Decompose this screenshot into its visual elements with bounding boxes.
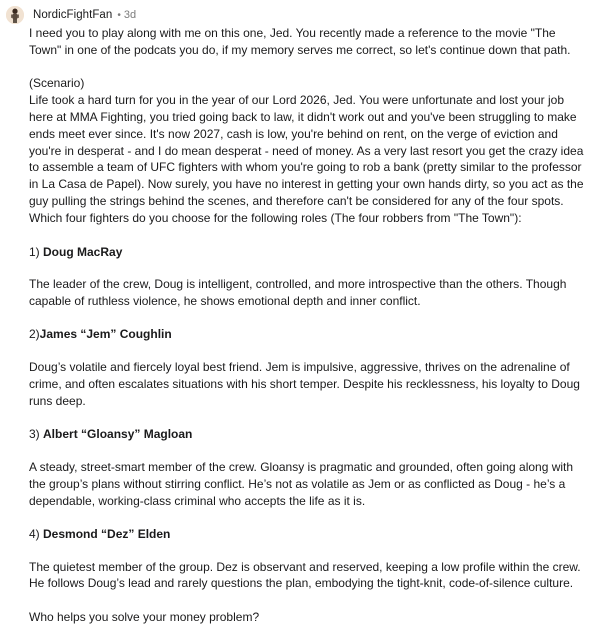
role-number: 3) xyxy=(29,427,44,442)
timestamp[interactable]: 3d xyxy=(123,9,137,21)
role-description-4: The quietest member of the group. Dez is observant and reserved, keeping a low profile within the crew. He follows Doug’s lead and rarely questions the plan, embodying the tight-knit, code-of-silence culture. xyxy=(29,559,581,591)
avatar[interactable] xyxy=(6,6,24,24)
comment-header xyxy=(6,6,136,24)
scenario-label: (Scenario) xyxy=(29,76,85,91)
role-name: Doug MacRay xyxy=(43,244,123,259)
role-number: 2) xyxy=(29,327,40,342)
separator-dot: • xyxy=(117,9,121,21)
role-number: 4) xyxy=(29,526,44,541)
role-heading-4 xyxy=(29,526,589,543)
role-name: James “Jem” Coughlin xyxy=(39,327,172,342)
role-number: 1) xyxy=(29,244,44,259)
question-paragraph: Which four fighters do you choose for the following roles (The four robbers from "The Town"): xyxy=(29,210,522,225)
role-description-3: A steady, street-smart member of the crew. Gloansy is pragmatic and grounded, often going along with the group’s plans without stirring conflict. He’s not as volatile as Jem or as conflicted as Doug - he’s a dependable, working-class criminal who accepts the life as it is. xyxy=(29,459,574,508)
role-name: Albert “Gloansy” Magloan xyxy=(43,427,193,442)
role-heading-2 xyxy=(29,326,589,343)
role-name: Desmond “Dez” Elden xyxy=(43,526,171,541)
intro-paragraph: I need you to play along with me on this one, Jed. You recently made a reference to the movie "The Town" in one of the podcats you do, if my memory serves me correct, so let's continue down that path. xyxy=(29,26,571,57)
role-heading-3 xyxy=(29,426,589,443)
comment-body xyxy=(29,25,589,626)
closing-question: Who helps you solve your money problem? xyxy=(29,609,260,624)
username[interactable]: NordicFightFan xyxy=(33,9,113,21)
role-heading-1 xyxy=(29,244,589,261)
scenario-paragraph: Life took a hard turn for you in the year of our Lord 2026, Jed. You were unfortunate and lost your job here at MMA Fighting, you tried going back to law, it didn't work out and you've been struggling to make ends meet ever since. It's now 2027, cash is low, you're behind on rent, on the verge of eviction and you're in desperat - and I do mean desperat - need of money. As a very last resort you get the crazy idea to assemble a team of UFC fighters with whom you're going to rob a bank (pretty similar to the professor in La Casa de Papel). Now surely, you have no interest in getting your own hands dirty, so you act as the guy pulling the strings behind the scenes, and therefore can't be considered for any of the four spots. xyxy=(29,93,584,208)
role-description-1: The leader of the crew, Doug is intelligent, controlled, and more introspective than the others. Though capable of ruthless violence, he shows emotional depth and inner conflict. xyxy=(29,277,567,309)
role-description-2: Doug’s volatile and fiercely loyal best friend. Jem is impulsive, aggressive, thrives on the adrenaline of crime, and often escalates situations with his short temper. Despite his recklessness, his loyalty to Doug runs deep. xyxy=(29,360,580,408)
avatar-icon xyxy=(6,6,24,24)
